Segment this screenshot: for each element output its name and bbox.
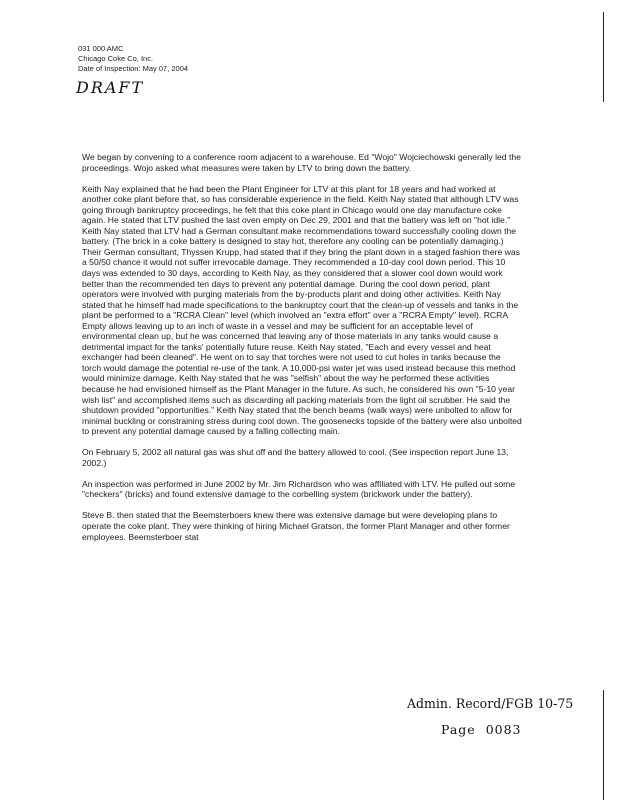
paragraph: On February 5, 2002 all natural gas was shut off and the battery allowed to cool. (See inspection report June 13, 2002.) (82, 447, 509, 468)
page-label: Page (441, 722, 476, 737)
paragraph: An inspection was performed in June 2002 by Mr. Jim Richardson who was affiliated with LTV. He pulled out some "checkers" (bricks) and found extensive damage to the corbelling system (brickwork under the battery). (82, 478, 516, 500)
paragraph: Keith Nay explained that he had been the Plant Engineer for LTV at this plant for 18 years and had worked at another coke plant before that, so has considerable experience in the field. Keith Nay stated that although LTV was going through bankruptcy proceedings, he felt that this coke plant in Chicago would one day manufacture coke again. He stated that LTV pushed the last oven empty on Dec 29, 2001 and that the battery was left on "hot idle." Keith Nay stated that LTV had a German consultant make recommendations toward successfully cooling down the battery. (The brick in a coke battery is designed to stay hot, therefore any cooling can be potentially damaging.) Their German consultant, Thyssen Krupp, had stated that if they bring the plant down in a staged fashion there was a 50/50 chance it would not suffer irrevocable damage. They recommended a 10-day cool down period. This 10 days was extended to 30 days, according to Keith Nay, as they considered that a slower cool down would work better than the recommended ten days to prevent any potential damage. During the cool down period, plant operators were involved with purging materials from the by-products plant and doing other activities. Keith Nay stated that he himself had made specifications to the bankruptcy court that the clean-up of vessels and tanks in the plant be performed to a "RCRA Clean" level (which involved an "extra effort" over a "RCRA Empty" level). RCRA Empty allows leaving up to an inch of waste in a vessel and may be sufficient for an acceptable level of environmental clean up, but he was concerned that leaving any of those materials in any tanks would cause a detrimental impact for the tanks' potentially future reuse. Keith Nay stated, "Each and every vessel and heat exchanger had been cleaned". He went on to say that torches were not used to cut holes in tanks because the torch would damage the potential re-use of the tank. A 10,000-psi water jet was used instead because this method would minimize damage. Keith Nay stated that he was "selfish" about the way he performed these activities because he had envisioned himself as the Plant Manager in the future. As such, he considered his own "5-10 year wish list" and accomplished items such as discarding all packing materials from the light oil scrubber. He said the shutdown provided "opportunities." Keith Nay stated that the bench beams (walk ways) were unbolted to allow for minimal buckling or constraining stress during cool down. The goosenecks topside of the battery were also unbolted to prevent any potential damage caused by a falling collecting main. (82, 183, 522, 437)
paragraph: We began by convening to a conference room adjacent to a warehouse. Ed "Wojo" Wojciechowski generally led the proceedings. Wojo asked what measures were taken by LTV to bring down the battery. (82, 152, 521, 173)
admin-record-stamp: Admin. Record/FGB 10-75 (407, 695, 574, 712)
paragraph: Steve B. then stated that the Beemsterboers knew there was extensive damage but were developing plans to operate the coke plant. They were thinking of hiring Michael Gratson, the former Plant Manager and other former employees. Beemsterboer stat (82, 510, 510, 542)
margin-line-bottom (603, 690, 604, 800)
page-number: 0083 (485, 722, 522, 737)
document-header (78, 44, 188, 74)
page-number-stamp (441, 722, 522, 737)
header-file-code: 031 000 AMC (78, 44, 124, 53)
header-inspection-date: Date of Inspection: May 07, 2004 (78, 64, 189, 73)
document-body (82, 152, 522, 553)
margin-line-top (603, 12, 604, 102)
draft-watermark: DRAFT (76, 78, 145, 97)
header-company: Chicago Coke Co, Inc. (78, 54, 154, 63)
